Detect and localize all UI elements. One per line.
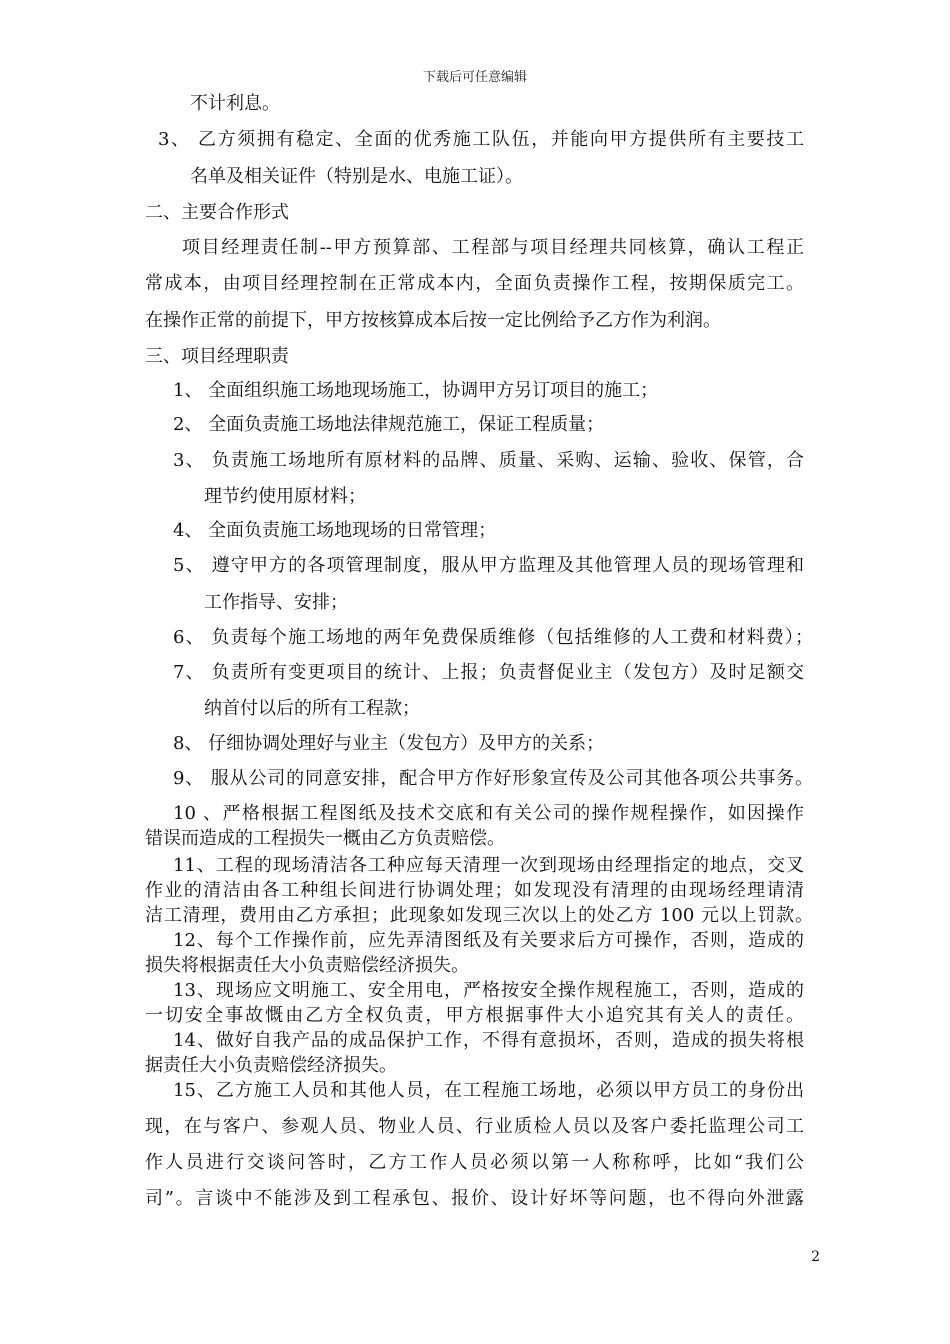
text-line-5: 项目经理责任制--甲方预算部、工程部与项目经理共同核算，确认工程正 [182, 237, 804, 258]
duty-item-13: 13、现场应文明施工、安全用电，严格按安全操作规程施工，否则，造成的 [173, 980, 804, 1001]
duty-item-6: 6、 负责每个施工场地的两年免费保质维修（包括维修的人工费和材料费）； [173, 627, 813, 648]
duty-item-15-cont-3: 司”。言谈中不能涉及到工程承包、报价、设计好坏等问题，也不得向外泄露 [145, 1188, 804, 1209]
duty-item-5: 5、 遵守甲方的各项管理制度，服从甲方监理及其他管理人员的现场管理和 [173, 555, 804, 576]
section-heading-3: 三、项目经理职责 [145, 346, 289, 367]
text-line-1: 不计利息。 [190, 93, 280, 114]
duty-item-9: 9、 服从公司的同意安排，配合甲方作好形象宣传及公司其他各项公共事务。 [173, 768, 813, 789]
duty-item-8: 8、 仔细协调处理好与业主（发包方）及甲方的关系； [173, 733, 605, 754]
duty-item-11: 11、工程的现场清洁各工种应每天清理一次到现场由经理指定的地点，交叉 [173, 855, 804, 876]
duty-item-13-cont: 一切安全事故慨由乙方全权负责，甲方根据事件大小追究其有关人的责任。 [145, 1005, 804, 1026]
duty-item-1: 1、 全面组织施工场地现场施工，协调甲方另订项目的施工； [173, 380, 659, 401]
duty-item-11-cont-1: 作业的清洁由各工种组长间进行协调处理；如发现没有清理的由现场经理请清 [145, 880, 804, 901]
duty-item-3-cont: 理节约使用原材料； [204, 486, 366, 507]
duty-item-15-cont-2: 作人员进行交谈问答时，乙方工作人员必须以第一人称称呼，比如“我们公 [145, 1152, 804, 1173]
duty-item-14: 14、做好自我产品的成品保护工作，不得有意损坏，否则，造成的损失将根 [173, 1030, 804, 1051]
duty-item-15-cont-1: 现，在与客户、参观人员、物业人员、行业质检人员以及客户委托监理公司工 [145, 1116, 804, 1137]
page-number: 2 [811, 1249, 820, 1265]
text-line-3: 名单及相关证件（特别是水、电施工证）。 [190, 166, 523, 187]
duty-item-11-cont-2: 洁工清理，费用由乙方承担；此现象如发现三次以上的处乙方 100 元以上罚款。 [145, 905, 813, 926]
duty-item-7-cont: 纳首付以后的所有工程款； [204, 698, 420, 719]
duty-item-10-cont: 错误而造成的工程损失一概由乙方负责赔偿。 [145, 828, 505, 849]
duty-item-12: 12、每个工作操作前，应先弄清图纸及有关要求后方可操作，否则，造成的 [173, 930, 804, 951]
page-header: 下载后可任意编辑 [422, 70, 527, 85]
duty-item-2: 2、 全面负责施工场地法律规范施工，保证工程质量； [173, 414, 605, 435]
section-heading-2: 二、主要合作形式 [145, 202, 289, 223]
text-line-2: 3、 乙方须拥有稳定、全面的优秀施工队伍，并能向甲方提供所有主要技工 [158, 129, 804, 150]
duty-item-7: 7、 负责所有变更项目的统计、上报；负责督促业主（发包方）及时足额交 [173, 662, 804, 683]
duty-item-15: 15、乙方施工人员和其他人员，在工程施工场地，必须以甲方员工的身份出 [173, 1080, 804, 1101]
duty-item-14-cont: 据责任大小负责赔偿经济损失。 [145, 1055, 397, 1076]
duty-item-3: 3、 负责施工场地所有原材料的品牌、质量、采购、运输、验收、保管，合 [173, 450, 804, 471]
text-line-6: 常成本，由项目经理控制在正常成本内，全面负责操作工程，按期保质完工。 [145, 273, 804, 294]
duty-item-4: 4、 全面负责施工场地现场的日常管理； [173, 520, 497, 541]
duty-item-5-cont: 工作指导、安排； [204, 592, 348, 613]
duty-item-12-cont: 损失将根据责任大小负责赔偿经济损失。 [145, 955, 469, 976]
text-line-7: 在操作正常的前提下，甲方按核算成本后按一定比例给予乙方作为利润。 [145, 310, 721, 331]
duty-item-10: 10 、严格根据工程图纸及技术交底和有关公司的操作规程操作，如因操作 [173, 803, 804, 824]
